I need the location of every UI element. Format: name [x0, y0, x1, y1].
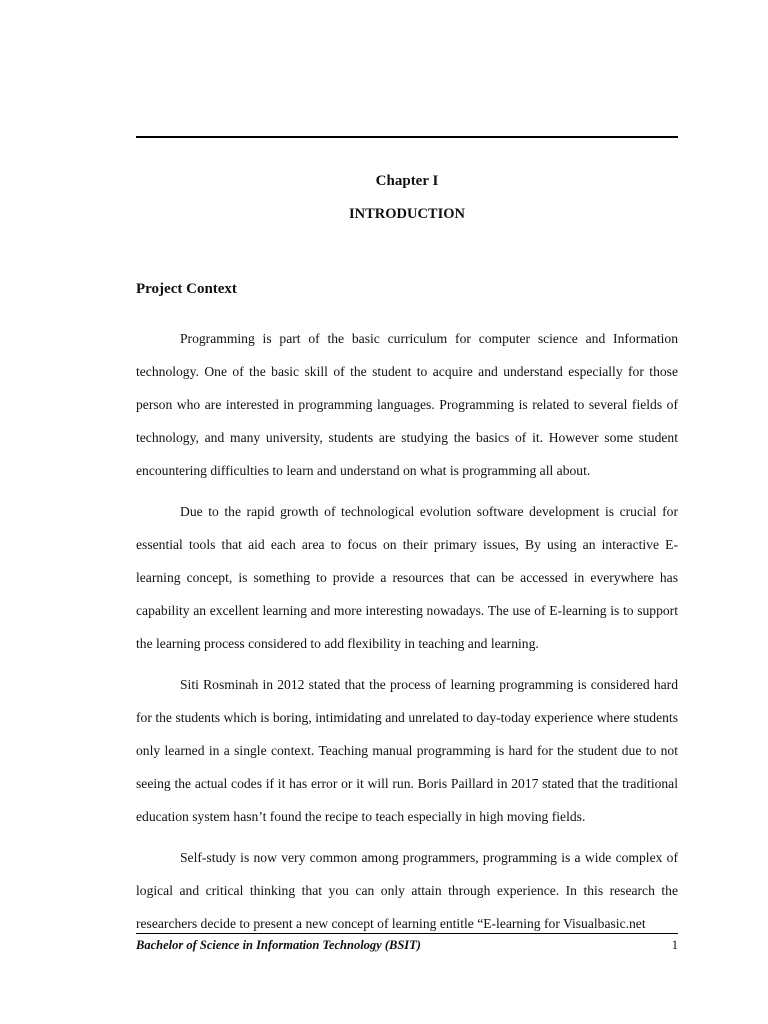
paragraph-1: Programming is part of the basic curriculum for computer science and Information technology. One of the basic skill of the student to acquire and understand especially for those person who are interested in programming languages. Programming is related to several fields of technology, and many university, students are studying the basics of it. However some student encountering difficulties to learn and understand on what is programming all about.	[136, 331, 678, 478]
page-number: 1	[671, 938, 678, 952]
top-divider	[136, 136, 678, 138]
chapter-number: Chapter I	[375, 173, 439, 189]
chapter-title: INTRODUCTION	[348, 206, 465, 222]
body-text	[136, 322, 678, 948]
footer-divider	[136, 933, 678, 934]
paragraph-3: Siti Rosminah in 2012 stated that the process of learning programming is considered hard for the students which is boring, intimidating and unrelated to day-today experience where students only learned in a single context. Teaching manual programming is hard for the student due to not seeing the actual codes if it has error or it will run. Boris Paillard in 2017 stated that the traditional education system hasn’t found the recipe to teach especially in high moving fields.	[136, 677, 678, 824]
paragraph-2: Due to the rapid growth of technological evolution software development is crucial for essential tools that aid each area to focus on their primary issues, By using an interactive E-learning concept, is something to provide a resources that can be accessed in everywhere has capability an excellent learning and more interesting nowadays. The use of E-learning is to support the learning process considered to add flexibility in teaching and learning.	[136, 504, 678, 651]
footer-program: Bachelor of Science in Information Technology (BSIT)	[136, 938, 421, 952]
paragraph-4: Self-study is now very common among programmers, programming is a wide complex of logical and critical thinking that you can only attain through experience. In this research the researchers decide to present a new concept of learning entitle “E-learning for Visualbasic.net	[136, 850, 678, 931]
section-heading: Project Context	[136, 281, 237, 297]
